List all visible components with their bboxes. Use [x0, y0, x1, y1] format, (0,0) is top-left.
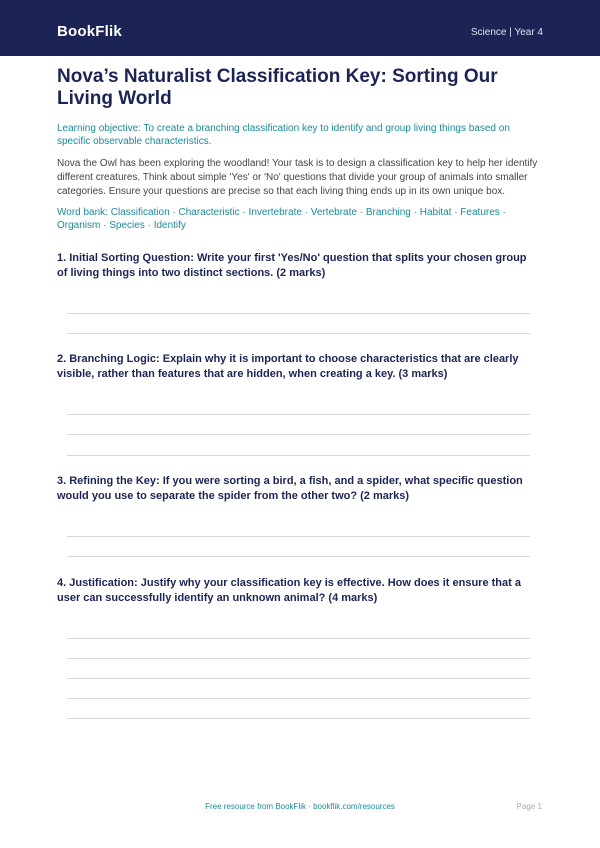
intro-paragraph: Nova the Owl has been exploring the woodland! Your task is to design a classification key to help her identify different creatures. Think about simple 'Yes' or 'No' questions that divide your group of animals into smaller categories. Ensure your questions are precise so that each living thing ends up in its own unique box.	[57, 158, 538, 197]
page-number: Page 1	[516, 802, 542, 811]
question-1: 1. Initial Sorting Question: Write your first 'Yes/No' question that splits your chosen group of living things into two distinct sections. (2 marks)	[57, 252, 527, 279]
answer-line[interactable]	[67, 678, 530, 679]
answer-line[interactable]	[67, 658, 530, 659]
question-2: 2. Branching Logic: Explain why it is important to choose characteristics that are clearly visible, rather than features that are hidden, when creating a key. (3 marks)	[57, 353, 519, 380]
question-4: 4. Justification: Justify why your classification key is effective. How does it ensure that a user can successfully identify an unknown animal? (4 marks)	[57, 577, 521, 604]
answer-line[interactable]	[67, 718, 530, 719]
answer-line[interactable]	[67, 455, 530, 456]
worksheet-title: Nova’s Naturalist Classification Key: Sorting Our Living World	[57, 66, 498, 109]
answer-line[interactable]	[67, 556, 530, 557]
answer-line[interactable]	[67, 698, 530, 699]
answer-line[interactable]	[67, 313, 530, 314]
page-header	[0, 0, 600, 56]
answer-line[interactable]	[67, 638, 530, 639]
learning-objective: Learning objective: To create a branching classification key to identify and group living things based on specific observable characteristics.	[57, 123, 510, 147]
answer-line[interactable]	[67, 414, 530, 415]
answer-line[interactable]	[67, 434, 530, 435]
answer-line[interactable]	[67, 333, 530, 334]
brand-logo: BookFlik	[57, 23, 122, 40]
footer-credit[interactable]: Free resource from BookFlik · bookflik.com/resources	[205, 802, 395, 811]
word-bank: Word bank: Classification · Characteristic · Invertebrate · Vertebrate · Branching · Habitat · Features · Organism · Species · Identify	[57, 207, 506, 231]
question-3: 3. Refining the Key: If you were sorting a bird, a fish, and a spider, what specific question would you use to separate the spider from the other two? (2 marks)	[57, 475, 523, 502]
subject-year-label: Science | Year 4	[470, 27, 543, 38]
answer-line[interactable]	[67, 536, 530, 537]
